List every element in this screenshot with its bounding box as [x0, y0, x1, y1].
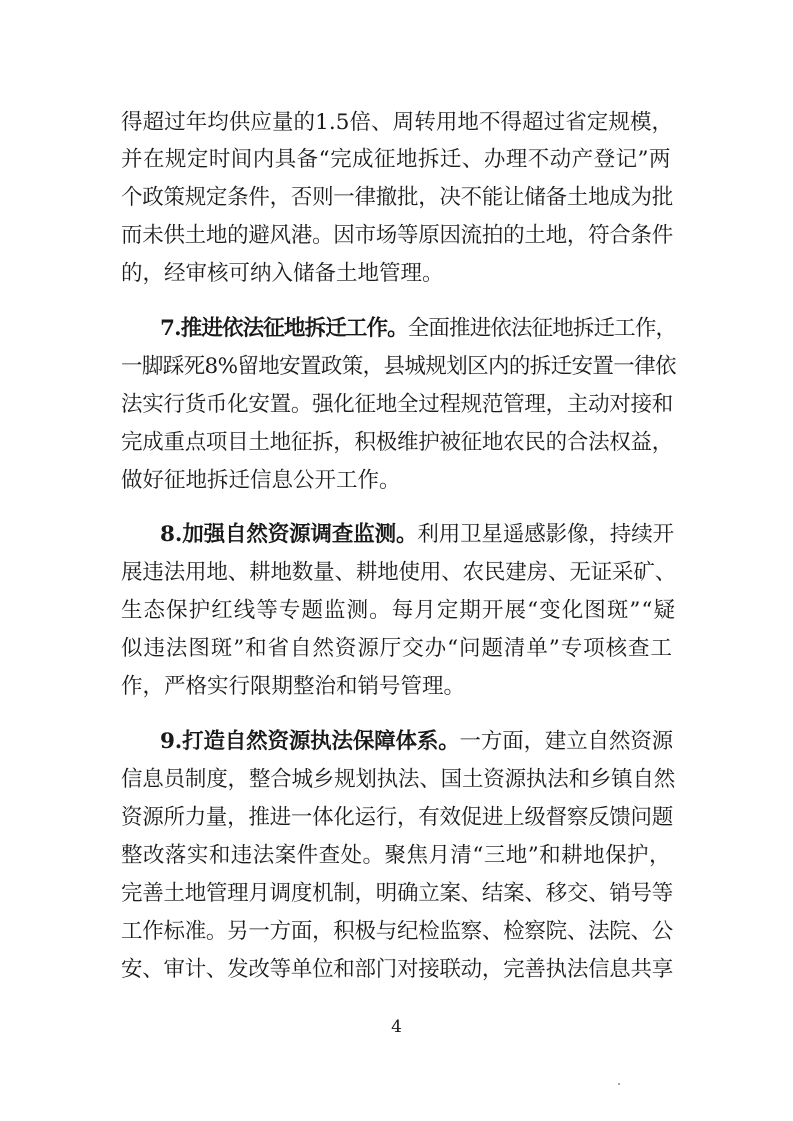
section-heading: 9.打造自然资源执法保障体系。: [160, 729, 460, 754]
body-text: 工作标准。另一方面，积极与纪检监察、检察院、法院、公: [121, 919, 673, 944]
body-text: 完善土地管理月调度机制，明确立案、结案、移交、销号等: [121, 881, 673, 906]
body-text: 个政策规定条件，否则一律撤批，决不能让储备土地成为批: [121, 185, 673, 210]
scan-speck: [618, 1083, 620, 1085]
body-text: 资源所力量，推进一体化运行，有效促进上级督察反馈问题: [121, 805, 673, 830]
paragraph-first-line-content: [160, 727, 673, 757]
body-text: 全面推进依法征地拆迁工作，: [407, 316, 677, 341]
body-text: 一方面，建立自然资源: [459, 729, 673, 754]
body-text: 法实行货币化安置。强化征地全过程规范管理，主动对接和: [121, 392, 673, 417]
paragraph-first-line-content: [160, 520, 674, 550]
body-text: 作，严格实行限期整治和销号管理。: [121, 674, 466, 699]
body-text: 得超过年均供应量的1.5倍、周转用地不得超过省定规模，: [121, 110, 674, 135]
body-text: 信息员制度，整合城乡规划执法、国土资源执法和乡镇自然: [121, 767, 676, 792]
section-heading: 7.推进依法征地拆迁工作。: [160, 316, 408, 341]
body-text: 的，经审核可纳入储备土地管理。: [121, 261, 444, 286]
body-text: 展违法用地、耕地数量、耕地使用、农民建房、无证采矿、: [121, 560, 677, 585]
body-text: 安、审计、发改等单位和部门对接联动，完善执法信息共享: [121, 957, 673, 982]
body-text: 做好征地拆迁信息公开工作。: [121, 468, 401, 493]
section-heading: 8.加强自然资源调查监测。: [160, 522, 418, 547]
body-text: 整改落实和违法案件查处。聚焦月清“三地”和耕地保护，: [121, 843, 671, 868]
body-text: 并在规定时间内具备“完成征地拆迁、办理不动产登记”两: [121, 147, 671, 172]
body-text: 似违法图斑”和省自然资源厅交办“问题清单”专项核查工: [121, 636, 673, 661]
body-text: 一脚踩死8%留地安置政策，县城规划区内的拆迁安置一律依: [121, 354, 676, 379]
body-text: 完成重点项目土地征拆，积极维护被征地农民的合法权益，: [121, 430, 673, 455]
body-text: 而未供土地的避风港。因市场等原因流拍的土地，符合条件: [121, 223, 673, 248]
body-text: 生态保护红线等专题监测。每月定期开展“变化图斑”“疑: [121, 598, 677, 623]
body-text: 利用卫星遥感影像，持续开: [417, 522, 674, 547]
paragraph-first-line-content: [160, 314, 676, 344]
page-number: 4: [391, 1017, 402, 1037]
